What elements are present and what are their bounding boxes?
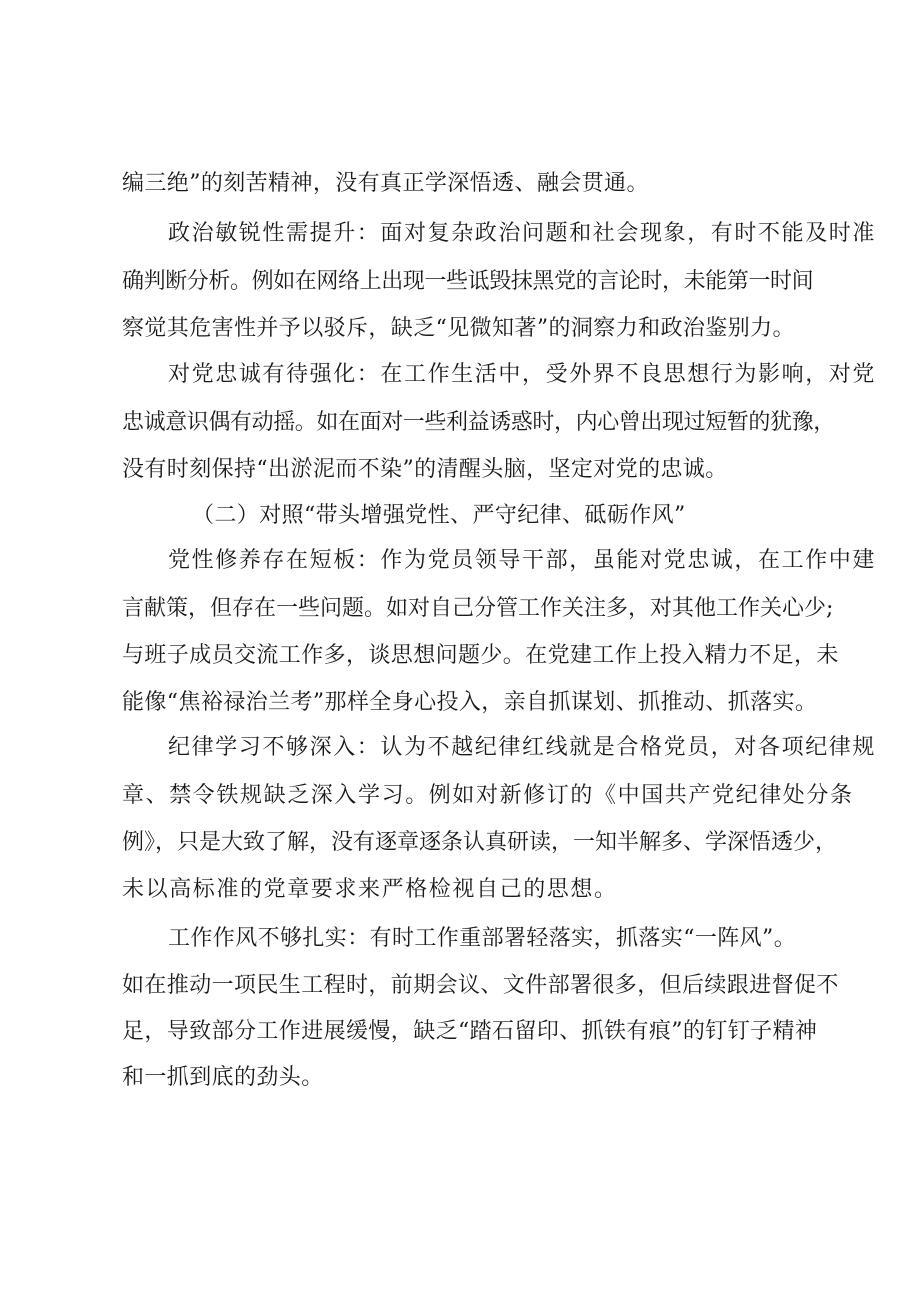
- paragraph-line: 工作作风不够扎实：有时工作重部署轻落实，抓落实“一阵风”。: [168, 926, 797, 951]
- paragraph-line: 对党忠诚有待强化：在工作生活中，受外界不良思想行为影响，对党: [168, 362, 877, 387]
- paragraph-line: 言献策，但存在一些问题。如对自己分管工作关注多，对其他工作关心少;: [122, 596, 834, 621]
- paragraph-line: 足，导致部分工作进展缓慢，缺乏“踏石留印、抓铁有痕”的钉钉子精神: [122, 1019, 818, 1044]
- paragraph-line: 例》，只是大致了解，没有逐章逐条认真研读，一知半解多、学深悟透少，: [122, 830, 838, 855]
- paragraph-line: 党性修养存在短板：作为党员领导干部，虽能对党忠诚，在工作中建: [168, 548, 877, 573]
- paragraph-line: 确判断分析。例如在网络上出现一些诋毁抹黑党的言论时，未能第一时间: [122, 269, 814, 294]
- paragraph-line: 如在推动一项民生工程时，前期会议、文件部署很多，但后续跟进督促不: [122, 973, 839, 998]
- paragraph-line: 忠诚意识偶有动摇。如在面对一些利益诱惑时，内心曾出现过短暂的犹豫，: [122, 410, 835, 435]
- paragraph-line: 纪律学习不够深入：认为不越纪律红线就是合格党员，对各项纪律规: [168, 735, 877, 760]
- paragraph-line: 和一抓到底的劲头。: [122, 1065, 324, 1090]
- paragraph-line: 能像“焦裕禄治兰考”那样全身心投入，亲自抓谋划、抓推动、抓落实。: [122, 690, 818, 715]
- section-heading: （二）对照“带头增强党性、严守纪律、砥砺作风”: [192, 503, 686, 528]
- paragraph-line: 政治敏锐性需提升：面对复杂政治问题和社会现象，有时不能及时准: [168, 221, 877, 246]
- paragraph-line: 没有时刻保持“出淤泥而不染”的清醒头脑，坚定对党的忠诚。: [122, 457, 728, 482]
- paragraph-line: 察觉其危害性并予以驳斥，缺乏“见微知著”的洞察力和政治鉴别力。: [122, 316, 795, 341]
- paragraph-line: 编三绝”的刻苦精神，没有真正学深悟透、融会贯通。: [122, 171, 649, 196]
- paragraph-line: 未以高标准的党章要求来严格检视自己的思想。: [122, 877, 618, 902]
- paragraph-line: 章、禁令铁规缺乏深入学习。例如对新修订的《中国共产党纪律处分条: [122, 783, 854, 808]
- paragraph-line: 与班子成员交流工作多，谈思想问题少。在党建工作上投入精力不足，未: [122, 643, 839, 668]
